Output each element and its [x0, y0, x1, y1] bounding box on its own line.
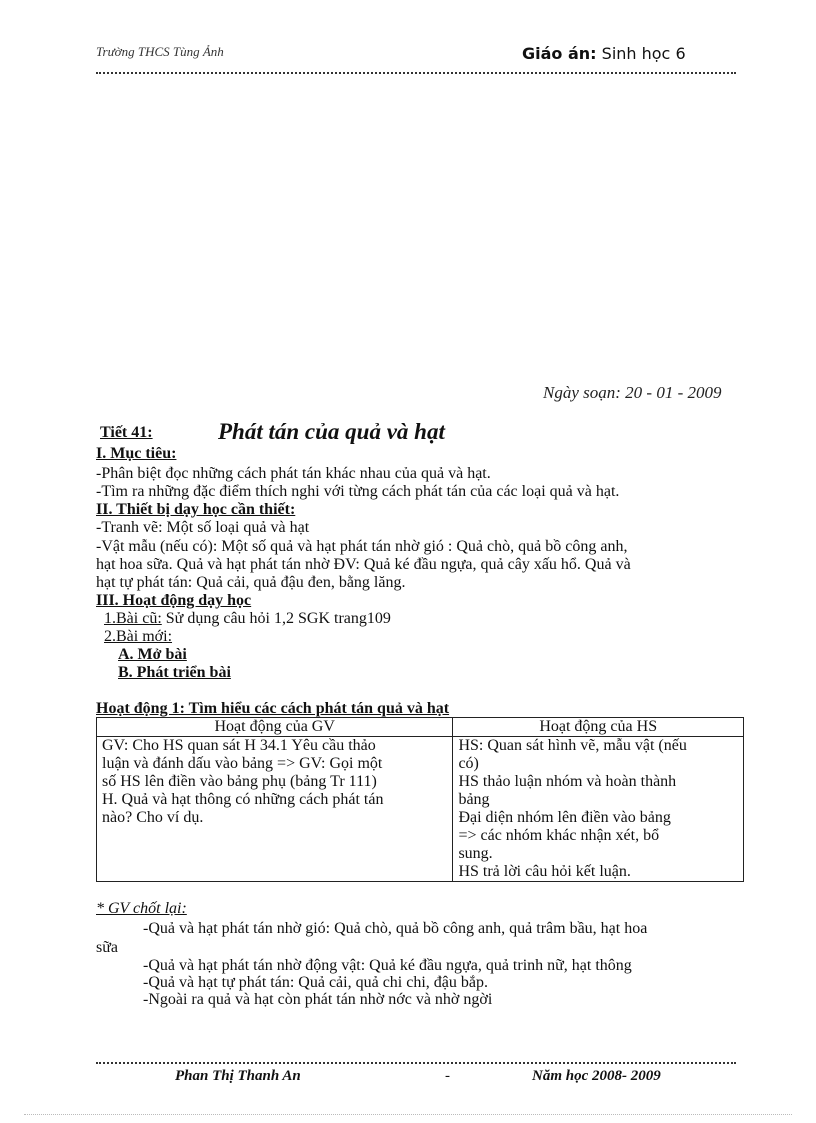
prep-date-label: Ngày soạn:: [543, 383, 621, 402]
student-line: Đại diện nhóm lên điền vào bảng: [458, 809, 671, 826]
plan-label: Giáo án:: [522, 44, 597, 63]
header-divider: [96, 72, 736, 74]
activity-table: [96, 717, 744, 882]
objective-line: -Phân biệt đọc những cách phát tán khác nhau của quả và hạt.: [96, 465, 491, 482]
lesson-title: Phát tán của quả và hạt: [218, 419, 445, 444]
conclusion-heading: * GV chốt lại:: [96, 900, 187, 917]
old-lesson: [104, 610, 391, 628]
teacher-line: số HS lên điền vào bảng phụ (bảng Tr 111): [102, 773, 377, 790]
conclusion-line: -Quả và hạt tự phát tán: Quả cải, quả chi chi, đậu bắp.: [143, 974, 488, 991]
student-line: HS trả lời câu hỏi kết luận.: [458, 863, 631, 880]
section-objectives-heading: I. Mục tiêu:: [96, 445, 177, 462]
equipment-line: hạt tự phát tán: Quả cải, quả đậu đen, bằng lăng.: [96, 574, 406, 591]
section-activities-heading: III. Hoạt động dạy học: [96, 592, 252, 609]
student-line: sung.: [458, 845, 493, 862]
teacher-line: GV: Cho HS quan sát H 34.1 Yêu cầu thảo: [102, 737, 376, 754]
table-header-row: [97, 718, 744, 737]
teacher-column-header: Hoạt động của GV: [97, 718, 453, 737]
teacher-line: nào? Cho ví dụ.: [102, 809, 204, 826]
student-column-header: Hoạt động của HS: [453, 718, 744, 737]
develop-heading: B. Phát triển bài: [118, 664, 231, 681]
student-line: => các nhóm khác nhận xét, bổ: [458, 827, 660, 844]
activity1-heading: Hoạt động 1: Tìm hiểu các cách phát tán quả và hạt: [96, 700, 450, 717]
equipment-line: -Vật mẫu (nếu có): Một số quả và hạt phát tán nhờ gió : Quả chò, quả bồ công anh,: [96, 538, 628, 555]
subject-header: [522, 44, 686, 63]
subject-name: Sinh học 6: [601, 44, 686, 63]
equipment-line: -Tranh vẽ: Một số loại quả và hạt: [96, 519, 310, 536]
conclusion-line: sữa: [96, 939, 118, 956]
teacher-line: luận và đánh dấu vào bảng => GV: Gọi một: [102, 755, 383, 772]
period-number: Tiết 41:: [100, 424, 153, 441]
student-line: bảng: [458, 791, 490, 808]
school-name: Trường THCS Tùng Ảnh: [96, 44, 224, 59]
intro-heading: A. Mở bài: [118, 646, 187, 663]
conclusion-line: -Ngoài ra quả và hạt còn phát tán nhờ nớc và nhờ ngời: [143, 991, 493, 1008]
student-activity-cell: [453, 737, 744, 882]
objective-line: -Tìm ra những đặc điểm thích nghi với từng cách phát tán của các loại quả và hạt.: [96, 483, 620, 500]
table-row: [97, 737, 744, 882]
footer-separator: -: [445, 1068, 450, 1084]
school-year: Năm học 2008- 2009: [532, 1068, 661, 1084]
student-line: HS thảo luận nhóm và hoàn thành: [458, 773, 677, 790]
new-lesson-label: 2.Bài mới:: [104, 628, 173, 645]
page-edge-divider: [24, 1114, 792, 1115]
prep-date-value: 20 - 01 - 2009: [625, 383, 722, 402]
prep-date: [543, 383, 722, 403]
old-lesson-text: Sử dụng câu hỏi 1,2 SGK trang109: [165, 610, 391, 627]
teacher-line: H. Quả và hạt thông có những cách phát tán: [102, 791, 384, 808]
conclusion-line: -Quả và hạt phát tán nhờ động vật: Quả ké đầu ngựa, quả trinh nữ, hạt thông: [143, 957, 632, 974]
author-name: Phan Thị Thanh An: [175, 1068, 301, 1084]
equipment-line: hạt hoa sữa. Quả và hạt phát tán nhờ ĐV: Quả ké đầu ngựa, quả cây xấu hổ. Quả và: [96, 556, 631, 573]
conclusion-line: -Quả và hạt phát tán nhờ gió: Quả chò, quả bồ công anh, quả trâm bầu, hạt hoa: [143, 920, 648, 937]
student-line: có): [458, 755, 479, 772]
old-lesson-label: 1.Bài cũ:: [104, 610, 162, 627]
teacher-activity-cell: [97, 737, 453, 882]
footer-divider: [96, 1062, 736, 1064]
section-equipment-heading: II. Thiết bị dạy học cần thiết:: [96, 501, 296, 518]
student-line: HS: Quan sát hình vẽ, mẫu vật (nếu: [458, 737, 687, 754]
